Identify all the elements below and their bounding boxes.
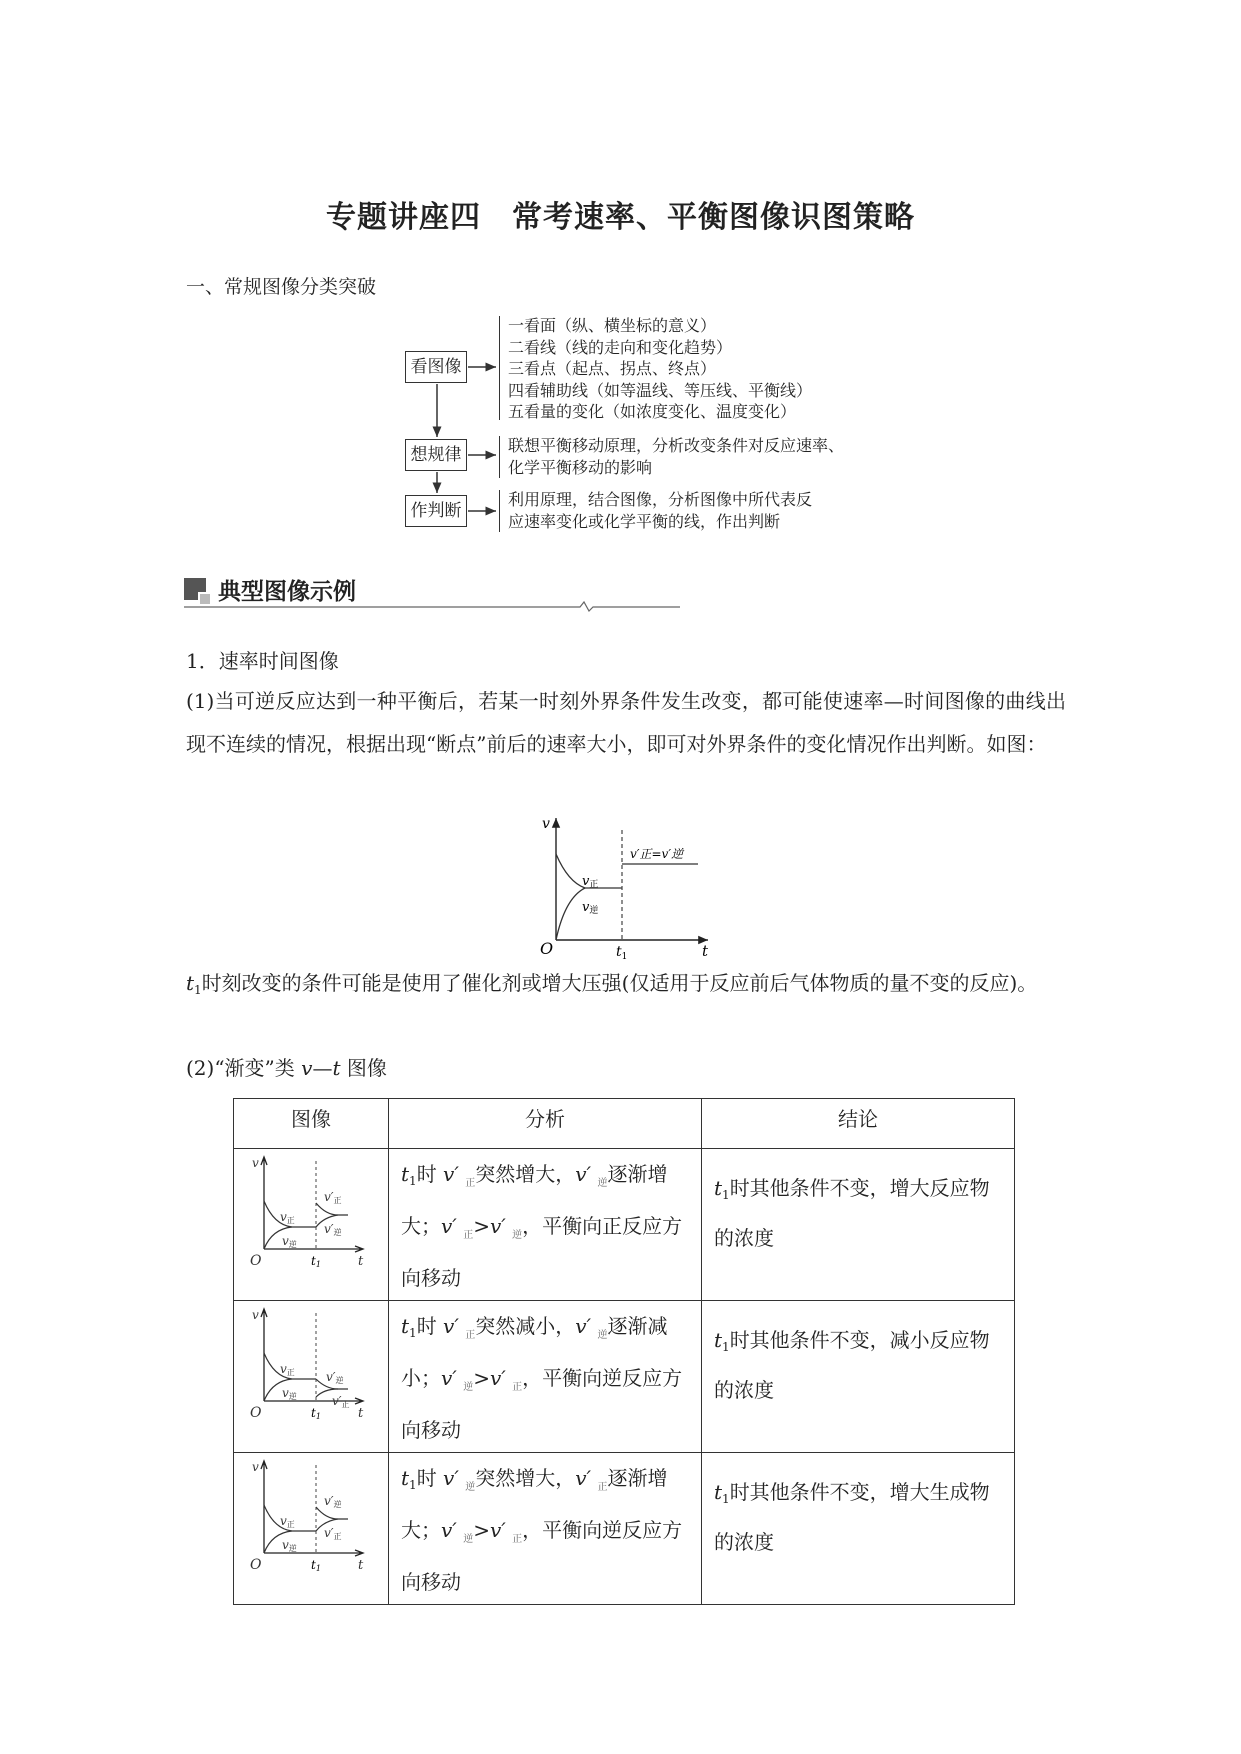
text-segment: 逐渐增大； [401, 1162, 668, 1238]
text-segment: v′ [489, 1366, 513, 1390]
flow-box-look: 看图像 [405, 351, 467, 383]
x-axis-label: t [702, 942, 709, 960]
t1-label: t1 [311, 1254, 321, 1269]
flow-text: 利用原理，结合图像，分析图像中所代表反 [508, 490, 813, 509]
analysis-cell [389, 1453, 702, 1605]
text-segment: 逆 [597, 1330, 608, 1341]
text-segment: 逆 [463, 1382, 474, 1393]
text-segment: > [473, 1518, 490, 1542]
flow-text: 二看线（线的走向和变化趋势） [508, 337, 733, 357]
bracket-3 [499, 490, 500, 532]
paragraph-t1-condition [186, 962, 1066, 1012]
text-segment: v′ [575, 1314, 598, 1338]
text-segment: 时其他条件不变，增大反应物的浓度 [714, 1176, 990, 1250]
v-reverse-label: v逆 [282, 1538, 297, 1553]
x-axis-label: t [358, 1558, 364, 1573]
text-segment: 逆 [463, 1534, 474, 1545]
flow-box-think: 想规律 [405, 439, 467, 471]
origin-label: O [250, 1253, 262, 1269]
origin-label: O [250, 1557, 262, 1573]
text-segment: 时其他条件不变，减小反应物的浓度 [714, 1328, 990, 1402]
text-segment: 逆 [597, 1178, 608, 1189]
t1-label: $t_1$ [616, 944, 628, 960]
table-row [234, 1453, 1015, 1605]
v-forward-label: v正 [582, 874, 599, 890]
new-rate-label-2: v′正 [324, 1526, 342, 1541]
text-segment: 时其他条件不变，增大生成物的浓度 [714, 1480, 990, 1554]
y-axis-label: v [252, 1308, 259, 1322]
x-axis-label: t [358, 1406, 364, 1421]
header-image: 图像 [234, 1099, 389, 1149]
flow-text: 联想平衡移动原理，分析改变条件对反应速率、 [508, 436, 845, 455]
text-segment: 逐渐减小； [401, 1314, 668, 1390]
y-axis-label: v [542, 816, 550, 832]
mini-rate-time-graph [234, 1301, 388, 1427]
text-segment: t [401, 1466, 410, 1490]
v-reverse-label: v逆 [282, 1234, 297, 1249]
new-rate-label-1: v′正 [324, 1190, 342, 1205]
row-graph-cell [234, 1149, 389, 1301]
text-segment: v′ [489, 1518, 513, 1542]
v-forward-label: v正 [280, 1362, 295, 1377]
text-segment: 时 [416, 1162, 444, 1186]
section-divider [184, 600, 684, 614]
text-segment: 正 [463, 1230, 474, 1241]
table-header-row [234, 1099, 1015, 1149]
flow-text: 化学平衡移动的影响 [508, 457, 653, 477]
t1-label: t1 [311, 1406, 321, 1421]
text-segment: 时 [416, 1466, 444, 1490]
new-rate-label-1: v′逆 [326, 1370, 344, 1385]
header-conclusion: 结论 [702, 1099, 1015, 1149]
flow-arrows [400, 340, 510, 540]
text-segment: 逆 [512, 1230, 523, 1241]
text-segment: t [714, 1328, 723, 1352]
new-rate-label-2: v′逆 [324, 1222, 342, 1237]
v-forward-curve [556, 854, 585, 888]
y-axis-label: v [252, 1156, 259, 1170]
text-segment: v′ [443, 1314, 466, 1338]
text-segment: 时刻改变的条件可能是使用了催化剂或增大压强(仅适用于反应前后气体物质的量不变的反应)。 [201, 971, 1038, 995]
text-segment: (2)“渐变”类 [186, 1056, 302, 1080]
text-segment: 1 [409, 1478, 417, 1492]
v-reverse-label: v逆 [582, 900, 599, 916]
text-segment: 1 [722, 1492, 730, 1506]
new-rate-label-1: v′逆 [324, 1494, 342, 1509]
x-axis [264, 1550, 363, 1556]
text-segment: 时 [416, 1314, 444, 1338]
text-segment: v′ [441, 1366, 464, 1390]
text-segment: > [473, 1214, 490, 1238]
v-reverse-curve [556, 888, 585, 940]
mini-rate-time-graph [234, 1453, 388, 1579]
y-axis [261, 1309, 267, 1401]
bracket-1 [499, 316, 500, 420]
text-segment: t [714, 1176, 723, 1200]
flow-text: 一看面（纵、横坐标的意义） [508, 316, 717, 335]
text-segment: > [473, 1366, 490, 1390]
x-axis-label: t [358, 1254, 364, 1269]
mini-rate-time-graph [234, 1149, 388, 1275]
conclusion-cell [702, 1453, 1015, 1605]
text-segment: ，平衡向正反应方向移动 [401, 1214, 683, 1290]
section-heading-classification: 一、常规图像分类突破 [186, 276, 377, 298]
text-segment: v′ [489, 1214, 513, 1238]
v-forward-label: v正 [280, 1210, 295, 1225]
text-segment: v′ [575, 1162, 598, 1186]
text-segment: v′ [443, 1162, 466, 1186]
text-segment: 正 [597, 1482, 608, 1493]
new-rate-label-2: v′正 [332, 1394, 350, 1409]
y-axis [261, 1157, 267, 1249]
text-segment: 突然减小， [475, 1314, 576, 1338]
origin-label: O [540, 939, 554, 958]
flow-group-look [508, 315, 812, 423]
text-segment: t [401, 1314, 410, 1338]
text-segment: 突然增大， [475, 1162, 576, 1186]
flow-text: 五看量的变化（如浓度变化、温度变化） [508, 402, 797, 421]
text-segment: 图像 [340, 1056, 387, 1080]
x-axis [264, 1246, 363, 1252]
text-segment: 正 [512, 1382, 523, 1393]
text-segment: 1 [409, 1326, 417, 1340]
text-segment: ，平衡向逆反应方向移动 [401, 1518, 683, 1594]
table-row [234, 1301, 1015, 1453]
bracket-2 [499, 436, 500, 478]
flow-text: 三看点（起点、拐点、终点） [508, 359, 717, 378]
conclusion-cell [702, 1301, 1015, 1453]
row-graph-cell [234, 1453, 389, 1605]
new-rate-curve-1 [316, 1507, 348, 1519]
flow-group-think [508, 435, 844, 478]
text-segment: 1 [722, 1188, 730, 1202]
text-segment: 逐渐增大； [401, 1466, 668, 1542]
text-segment: 突然增大， [475, 1466, 576, 1490]
v-forward-label: v正 [280, 1514, 295, 1529]
origin-label: O [250, 1405, 262, 1421]
item-heading-gradual [186, 1047, 1066, 1090]
conclusion-cell [702, 1149, 1015, 1301]
text-segment: 正 [512, 1534, 523, 1545]
flow-box-judge: 作判断 [405, 495, 467, 527]
header-analysis: 分析 [389, 1099, 702, 1149]
flow-group-judge [508, 489, 812, 532]
text-segment: 1 [194, 983, 202, 997]
page-title: 专题讲座四 常考速率、平衡图像识图策略 [326, 200, 915, 235]
new-rate-label: v′正=v′逆 [630, 847, 684, 861]
text-segment: v′ [575, 1466, 598, 1490]
section-heading-examples: 典型图像示例 [218, 579, 356, 605]
text-segment: 正 [465, 1330, 476, 1341]
item-heading-rate-time: 1．速率时间图像 [186, 649, 339, 673]
flow-text: 应速率变化或化学平衡的线，作出判断 [508, 511, 781, 531]
text-segment: t [332, 1056, 341, 1080]
analysis-cell [389, 1301, 702, 1453]
table-row [234, 1149, 1015, 1301]
text-segment: 1 [722, 1340, 730, 1354]
text-segment: v [301, 1056, 313, 1080]
y-axis [261, 1461, 267, 1553]
paragraph-intro: (1)当可逆反应达到一种平衡后，若某一时刻外界条件发生改变，都可能使速率—时间图像的曲线出现不连续的情况，根据出现“断点”前后的速率大小，即可对外界条件的变化情况作出判断。如图： [186, 689, 1066, 756]
analysis-cell [389, 1149, 702, 1301]
v-reverse-label: v逆 [282, 1386, 297, 1401]
row-graph-cell [234, 1301, 389, 1453]
text-segment: 正 [465, 1178, 476, 1189]
y-axis-label: v [252, 1460, 259, 1474]
text-segment: 1 [409, 1174, 417, 1188]
t1-label: t1 [311, 1558, 321, 1573]
text-segment: t [186, 971, 195, 995]
gradual-vt-table [233, 1098, 1015, 1605]
text-segment: v′ [441, 1214, 464, 1238]
text-segment: v′ [441, 1518, 464, 1542]
new-rate-curve-1 [316, 1203, 348, 1215]
text-segment: — [312, 1056, 333, 1080]
text-segment: v′ [443, 1466, 466, 1490]
text-segment: t [714, 1480, 723, 1504]
text-segment: 逆 [465, 1482, 476, 1493]
rate-time-graph [530, 810, 730, 960]
text-segment: ，平衡向逆反应方向移动 [401, 1366, 683, 1442]
flow-text: 四看辅助线（如等温线、等压线、平衡线） [508, 380, 813, 400]
text-segment: t [401, 1162, 410, 1186]
